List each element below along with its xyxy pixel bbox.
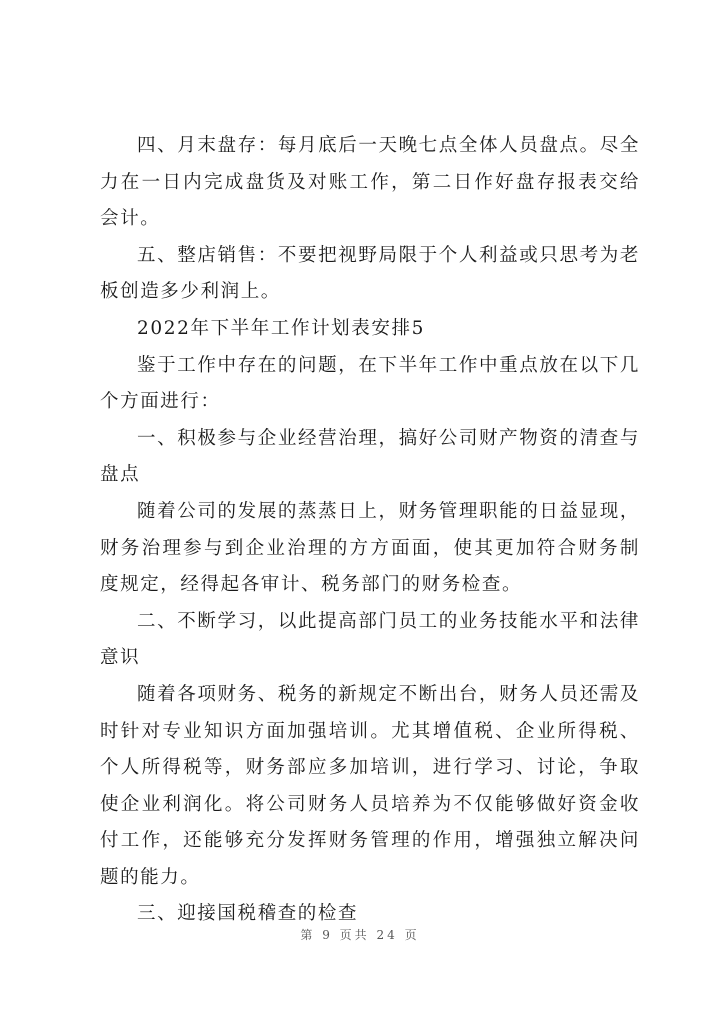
section-heading-plan-5: 2022年下半年工作计划表安排5 (137, 317, 425, 339)
paragraph-item-two-detail: 随着各项财务、税务的新规定不断出台，财务人员还需及时针对专业知识方面加强培训。尤其增值税、企业所得税、个人所得税等，财务部应多加培训，进行学习、讨论，争取使企业利润化。将公司财务人员培养为不仅能够做好资金收付工作，还能够充分发挥财务管理的作用，增强独立解决问题的能力。 (100, 683, 640, 888)
document-body (100, 128, 640, 933)
page-number-footer: 第 9 页共 24 页 (300, 928, 420, 942)
paragraph-item-one-detail: 随着公司的发展的蒸蒸日上，财务管理职能的日益显现，财务治理参与到企业治理的方方面面，使其更加符合财务制度规定，经得起各审计、税务部门的财务检查。 (100, 500, 640, 596)
paragraph-item-three: 三、迎接国税稽查的检查 (137, 903, 359, 925)
paragraph-store-sales: 五、整店销售：不要把视野局限于个人利益或只思考为老板创造多少利润上。 (100, 244, 640, 303)
paragraph-month-end-inventory: 四、月末盘存：每月底后一天晚七点全体人员盘点。尽全力在一日内完成盘货及对账工作，第二日作好盘存报表交给会计。 (100, 135, 640, 230)
paragraph-intro-problems: 鉴于工作中存在的问题，在下半年工作中重点放在以下几个方面进行： (100, 354, 640, 413)
paragraph-item-one: 一、积极参与企业经营治理，搞好公司财产物资的清查与盘点 (100, 427, 640, 486)
paragraph-item-two: 二、不断学习，以此提高部门员工的业务技能水平和法律意识 (100, 610, 640, 669)
